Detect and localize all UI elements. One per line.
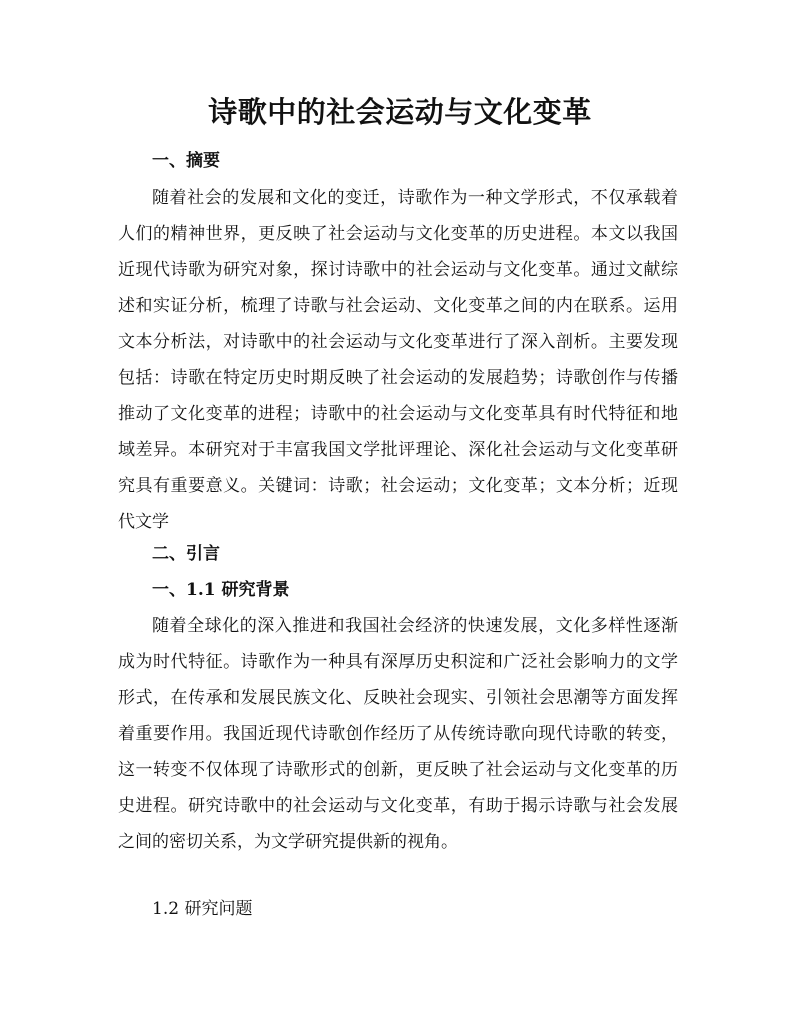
introduction-heading: 二、引言 — [152, 544, 220, 564]
abstract-paragraph: 随着社会的发展和文化的变迁，诗歌作为一种文学形式，不仅承载着人们的精神世界，更反映了社会运动与文化变革的历史进程。本文以我国近现代诗歌为研究对象，探讨诗歌中的社会运动与文化变革。通过文献综述和实证分析，梳理了诗歌与社会运动、文化变革之间的内在联系。运用文本分析法，对诗歌中的社会运动与文化变革进行了深入剖析。主要发现包括：诗歌在特定历史时期反映了社会运动的发展趋势；诗歌创作与传播推动了文化变革的进程；诗歌中的社会运动与文化变革具有时代特征和地域差异。本研究对于丰富我国文学批评理论、深化社会运动与文化变革研究具有重要意义。关键词：诗歌；社会运动；文化变革；文本分析；近现代文学 — [118, 188, 678, 532]
research-question-heading: 1.2 研究问题 — [152, 899, 253, 919]
research-background-heading: 一、1.1 研究背景 — [152, 580, 290, 600]
abstract-heading: 一、摘要 — [152, 151, 220, 171]
document-title: 诗歌中的社会运动与文化变革 — [208, 95, 592, 129]
research-background-paragraph: 随着全球化的深入推进和我国社会经济的快速发展，文化多样性逐渐成为时代特征。诗歌作为一种具有深厚历史积淀和广泛社会影响力的文学形式，在传承和发展民族文化、反映社会现实、引领社会思潮等方面发挥着重要作用。我国近现代诗歌创作经历了从传统诗歌向现代诗歌的转变，这一转变不仅体现了诗歌形式的创新，更反映了社会运动与文化变革的历史进程。研究诗歌中的社会运动与文化变革，有助于揭示诗歌与社会发展之间的密切关系，为文学研究提供新的视角。 — [118, 616, 678, 852]
